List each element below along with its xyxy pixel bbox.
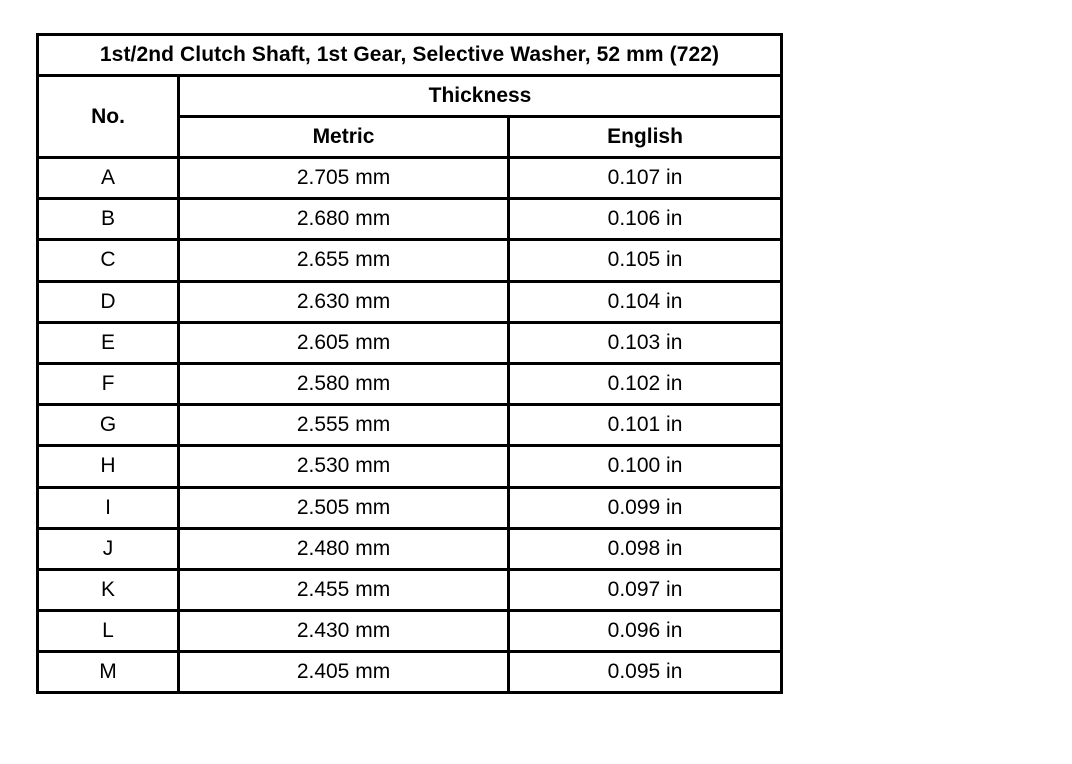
cell-english: 0.102 in: [509, 363, 782, 404]
table-row: [38, 322, 782, 363]
cell-metric: 2.480 mm: [179, 528, 509, 569]
table-row: [38, 281, 782, 322]
cell-no: B: [38, 199, 179, 240]
cell-metric: 2.680 mm: [179, 199, 509, 240]
cell-metric: 2.405 mm: [179, 652, 509, 693]
cell-metric: 2.605 mm: [179, 322, 509, 363]
table-row: [38, 528, 782, 569]
cell-english: 0.096 in: [509, 611, 782, 652]
cell-no: I: [38, 487, 179, 528]
cell-no: F: [38, 363, 179, 404]
cell-no: G: [38, 405, 179, 446]
cell-no: M: [38, 652, 179, 693]
cell-english: 0.100 in: [509, 446, 782, 487]
cell-no: H: [38, 446, 179, 487]
table-row: [38, 569, 782, 610]
table-title: 1st/2nd Clutch Shaft, 1st Gear, Selective Washer, 52 mm (722): [38, 35, 782, 76]
cell-english: 0.101 in: [509, 405, 782, 446]
cell-no: E: [38, 322, 179, 363]
cell-english: 0.107 in: [509, 158, 782, 199]
cell-no: J: [38, 528, 179, 569]
header-metric: Metric: [179, 117, 509, 158]
cell-no: A: [38, 158, 179, 199]
header-row-1: [38, 76, 782, 117]
table-row: [38, 652, 782, 693]
cell-metric: 2.530 mm: [179, 446, 509, 487]
cell-metric: 2.580 mm: [179, 363, 509, 404]
table-row: [38, 487, 782, 528]
cell-metric: 2.455 mm: [179, 569, 509, 610]
cell-metric: 2.555 mm: [179, 405, 509, 446]
selective-washer-table: [36, 33, 783, 694]
cell-no: C: [38, 240, 179, 281]
cell-english: 0.098 in: [509, 528, 782, 569]
header-thickness: Thickness: [179, 76, 782, 117]
cell-english: 0.105 in: [509, 240, 782, 281]
cell-no: K: [38, 569, 179, 610]
cell-english: 0.104 in: [509, 281, 782, 322]
table-row: [38, 405, 782, 446]
cell-metric: 2.655 mm: [179, 240, 509, 281]
header-english: English: [509, 117, 782, 158]
table-body: [38, 158, 782, 693]
cell-english: 0.106 in: [509, 199, 782, 240]
cell-no: L: [38, 611, 179, 652]
cell-english: 0.097 in: [509, 569, 782, 610]
header-no: No.: [38, 76, 179, 158]
cell-metric: 2.630 mm: [179, 281, 509, 322]
table-row: [38, 158, 782, 199]
cell-no: D: [38, 281, 179, 322]
cell-metric: 2.705 mm: [179, 158, 509, 199]
cell-english: 0.095 in: [509, 652, 782, 693]
table-row: [38, 199, 782, 240]
table-row: [38, 363, 782, 404]
cell-metric: 2.430 mm: [179, 611, 509, 652]
table-row: [38, 446, 782, 487]
cell-metric: 2.505 mm: [179, 487, 509, 528]
table-title-row: [38, 35, 782, 76]
cell-english: 0.103 in: [509, 322, 782, 363]
table-row: [38, 240, 782, 281]
table-row: [38, 611, 782, 652]
cell-english: 0.099 in: [509, 487, 782, 528]
